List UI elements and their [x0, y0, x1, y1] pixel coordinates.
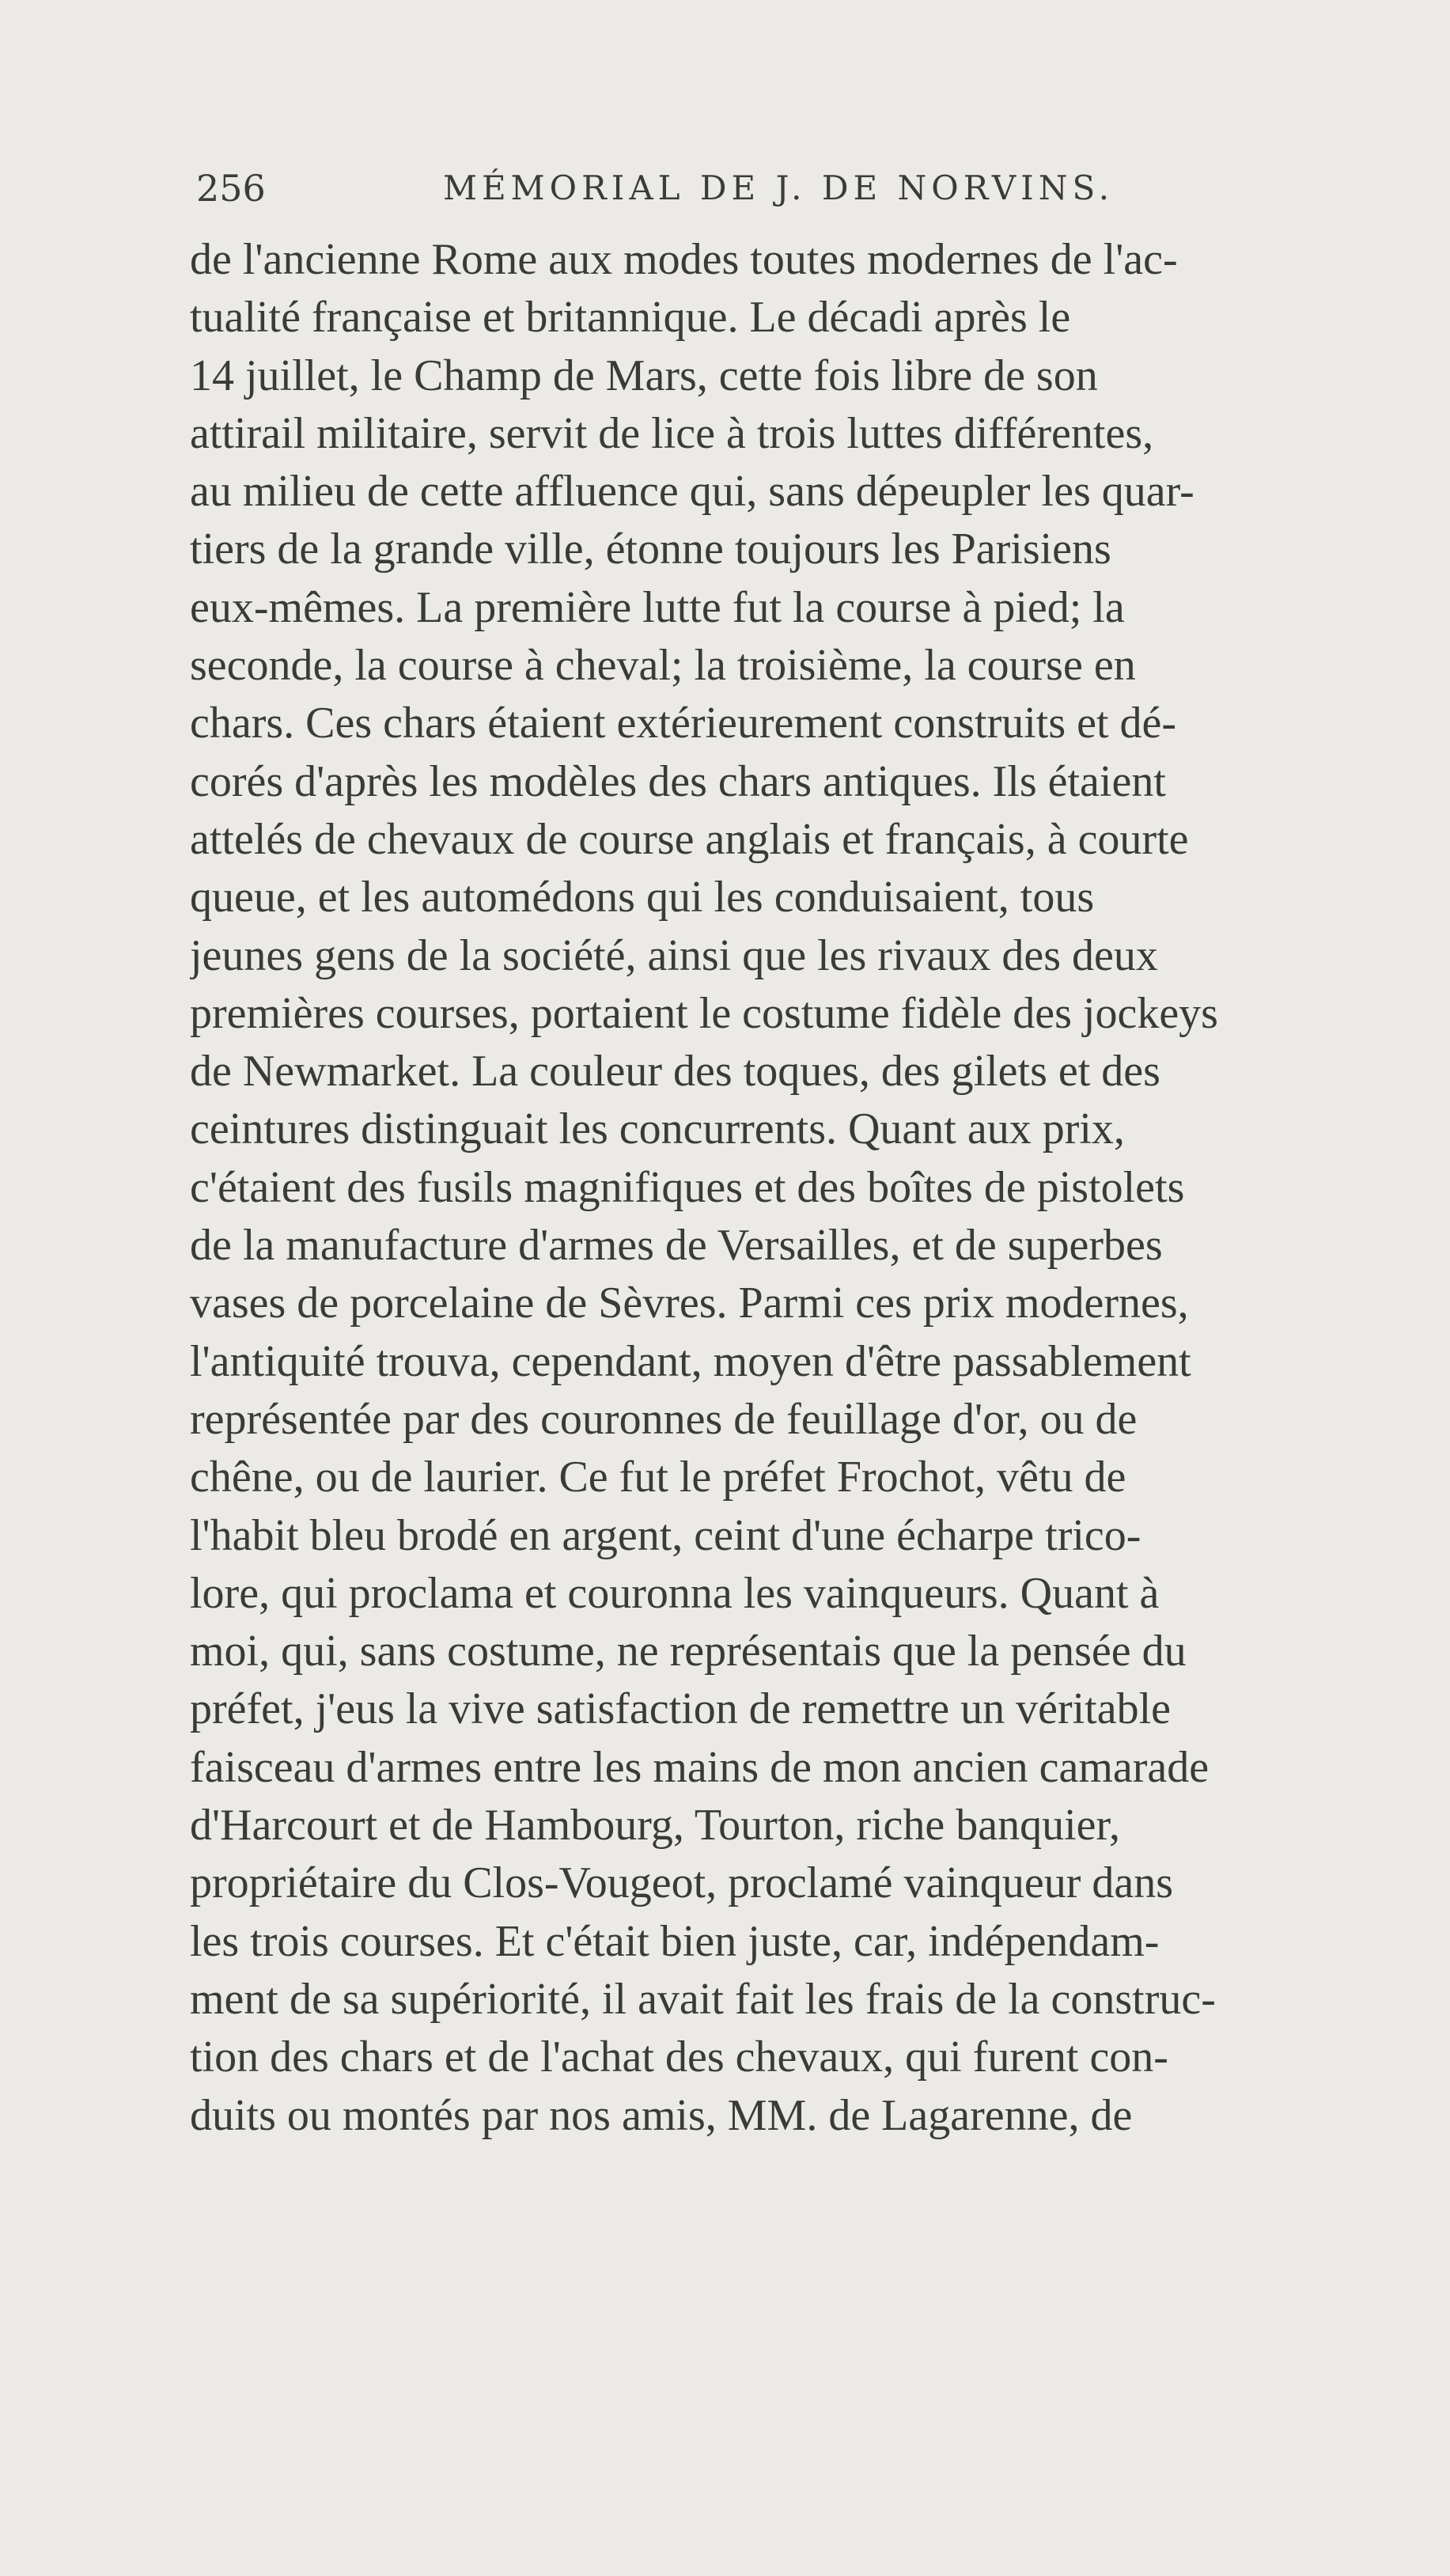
text-line: l'habit bleu brodé en argent, ceint d'une écharpe trico- — [190, 1510, 1141, 1560]
text-line: l'antiquité trouva, cependant, moyen d'être passablement — [190, 1336, 1191, 1386]
text-line: attirail militaire, servit de lice à trois luttes différentes, — [190, 408, 1154, 458]
text-line: eux-mêmes. La première lutte fut la course à pied; la — [190, 582, 1125, 632]
text-line: tion des chars et de l'achat des chevaux, qui furent con- — [190, 2032, 1168, 2082]
text-line: vases de porcelaine de Sèvres. Parmi ces prix modernes, — [190, 1279, 1189, 1328]
text-line: de la manufacture d'armes de Versailles, et de superbes — [190, 1221, 1163, 1271]
running-title: MÉMORIAL DE J. DE NORVINS. — [443, 169, 1115, 207]
text-line: seconde, la course à cheval; la troisième, la course en — [190, 641, 1136, 691]
text-line: faisceau d'armes entre les mains de mon ancien camarade — [190, 1742, 1210, 1792]
text-line: premières courses, portaient le costume fidèle des jockeys — [190, 988, 1218, 1038]
text-line: queue, et les automédons qui les conduisaient, tous — [190, 873, 1095, 922]
text-line: chêne, ou de laurier. Ce fut le préfet Frochot, vêtu de — [190, 1453, 1126, 1502]
text-line: tualité française et britannique. Le décadi après le — [190, 293, 1071, 343]
text-line: de l'ancienne Rome aux modes toutes modernes de l'ac- — [190, 235, 1178, 284]
text-line: c'étaient des fusils magnifiques et des boîtes de pistolets — [190, 1162, 1185, 1212]
text-line: corés d'après les modèles des chars antiques. Ils étaient — [190, 756, 1166, 806]
text-line: au milieu de cette affluence qui, sans dépeupler les quar- — [190, 467, 1194, 517]
text-line: lore, qui proclama et couronna les vainqueurs. Quant à — [190, 1568, 1160, 1618]
text-line: propriétaire du Clos-Vougeot, proclamé vainqueur dans — [190, 1858, 1174, 1908]
page-header — [196, 165, 1357, 212]
text-line: 14 juillet, le Champ de Mars, cette fois libre de son — [190, 350, 1098, 400]
text-line: d'Harcourt et de Hambourg, Tourton, riche banquier, — [190, 1801, 1120, 1851]
text-line: représentée par des couronnes de feuillage d'or, ou de — [190, 1394, 1138, 1444]
body-text — [190, 231, 1364, 2145]
text-line: duits ou montés par nos amis, MM. de Lagarenne, de — [190, 2090, 1133, 2140]
text-line: jeunes gens de la société, ainsi que les rivaux des deux — [190, 930, 1158, 980]
page-number: 256 — [196, 167, 266, 210]
text-line: tiers de la grande ville, étonne toujours les Parisiens — [190, 525, 1111, 574]
text-line: les trois courses. Et c'était bien juste, car, indépendam- — [190, 1916, 1160, 1966]
text-line: ment de sa supériorité, il avait fait les frais de la construc- — [190, 1974, 1216, 2024]
text-line: moi, qui, sans costume, ne représentais que la pensée du — [190, 1627, 1187, 1676]
text-line: de Newmarket. La couleur des toques, des gilets et des — [190, 1047, 1160, 1097]
text-line: chars. Ces chars étaient extérieurement construits et dé- — [190, 699, 1177, 748]
text-line: attelés de chevaux de course anglais et français, à courte — [190, 814, 1189, 864]
text-line: ceintures distinguait les concurrents. Quant aux prix, — [190, 1104, 1125, 1154]
text-line: préfet, j'eus la vive satisfaction de remettre un véritable — [190, 1684, 1172, 1734]
